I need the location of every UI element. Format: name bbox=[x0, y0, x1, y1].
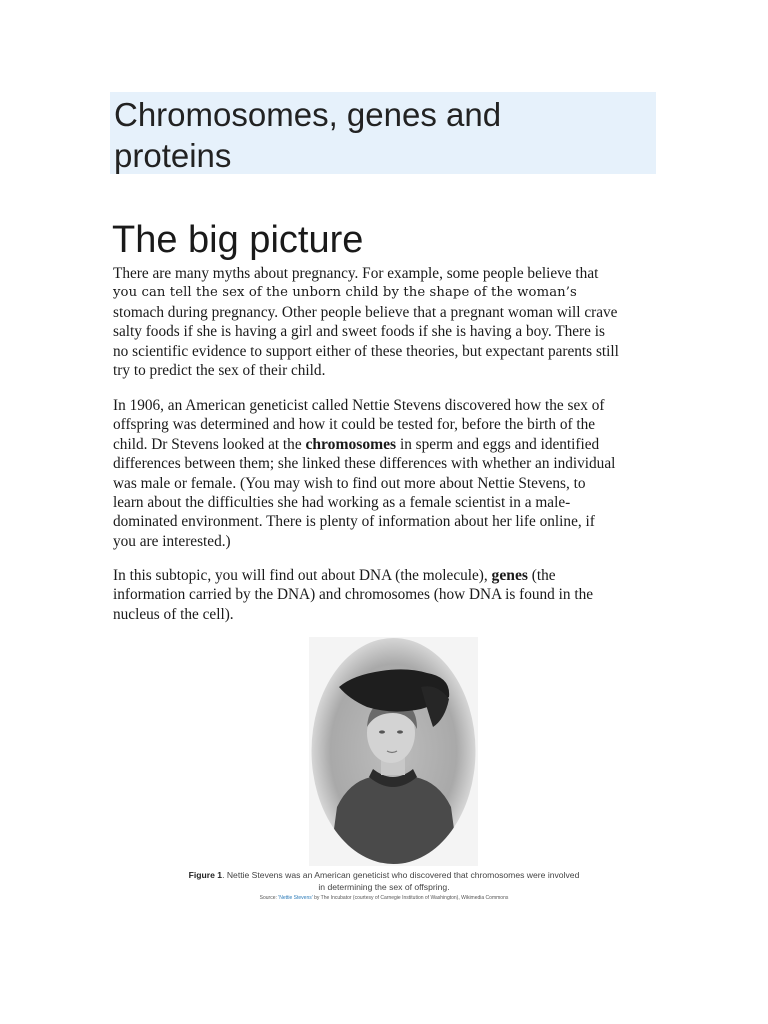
page-title-line-1: Chromosomes, genes and bbox=[114, 96, 502, 133]
paragraph-line: was male or female. (You may wish to find out more about Nettie Stevens, to bbox=[113, 474, 586, 492]
paragraph-line: There are many myths about pregnancy. For example, some people believe that bbox=[113, 265, 599, 282]
caption-text: . Nettie Stevens was an American geneticist who discovered that chromosomes were involved bbox=[222, 870, 580, 880]
paragraph-line: stomach during pregnancy. Other people believe that a pregnant woman will crave bbox=[113, 303, 618, 321]
paragraph-line: In 1906, an American geneticist called Nettie Stevens discovered how the sex of bbox=[113, 397, 605, 414]
paragraph-line: dominated environment. There is plenty of information about her life online, if bbox=[113, 513, 595, 531]
paragraph-line: try to predict the sex of their child. bbox=[113, 362, 326, 380]
portrait-illustration bbox=[309, 637, 478, 866]
paragraph-line: information carried by the DNA) and chromosomes (how DNA is found in the bbox=[113, 586, 594, 604]
paragraph-line: offspring was determined and how it could be tested for, before the birth of the bbox=[113, 416, 596, 434]
text-run: (the bbox=[527, 567, 556, 584]
paragraph-line: differences between them; she linked these differences with whether an individual bbox=[113, 455, 616, 473]
source-prefix: Source: bbox=[259, 895, 279, 901]
paragraph-line: you are interested.) bbox=[113, 532, 231, 550]
caption-text-2: in determining the sex of offspring. bbox=[318, 882, 450, 892]
paragraph-line: no scientific evidence to support either of these theories, but expectant parents still bbox=[113, 342, 619, 360]
paragraph-subtopic bbox=[113, 566, 658, 624]
text-run: child. Dr Stevens looked at the bbox=[113, 435, 306, 453]
source-rest: by The Incubator (courtesy of Carnegie Institution of Washington), Wikimedia Commons bbox=[312, 895, 509, 901]
paragraph-line bbox=[113, 435, 658, 454]
section-heading: The big picture bbox=[112, 219, 364, 261]
text-run: In this subtopic, you will find out about DNA (the molecule), bbox=[113, 567, 492, 584]
paragraph-myths bbox=[113, 264, 658, 380]
paragraph-line: you can tell the sex of the unborn child by the shape of the woman’s bbox=[113, 285, 577, 301]
portrait-photo bbox=[309, 637, 478, 866]
paragraph-line: nucleus of the cell). bbox=[113, 605, 234, 623]
source-link[interactable]: 'Nettie Stevens' bbox=[278, 895, 313, 901]
page-title bbox=[114, 94, 652, 176]
text-run: in sperm and eggs and identified bbox=[396, 435, 600, 453]
paragraph-line: salty foods if she is having a girl and sweet foods if she is having a boy. There is bbox=[113, 323, 605, 341]
page-title-line-2: proteins bbox=[114, 137, 232, 174]
paragraph-nettie-stevens bbox=[113, 396, 658, 551]
figure-label: Figure 1 bbox=[188, 870, 223, 880]
paragraph-line bbox=[113, 566, 658, 585]
paragraph-line: learn about the difficulties she had working as a female scientist in a male- bbox=[113, 494, 571, 512]
figure-caption bbox=[150, 869, 618, 893]
keyword-genes: genes bbox=[491, 567, 528, 584]
figure-source bbox=[150, 895, 618, 902]
title-banner bbox=[110, 92, 656, 174]
keyword-chromosomes: chromosomes bbox=[305, 435, 397, 453]
